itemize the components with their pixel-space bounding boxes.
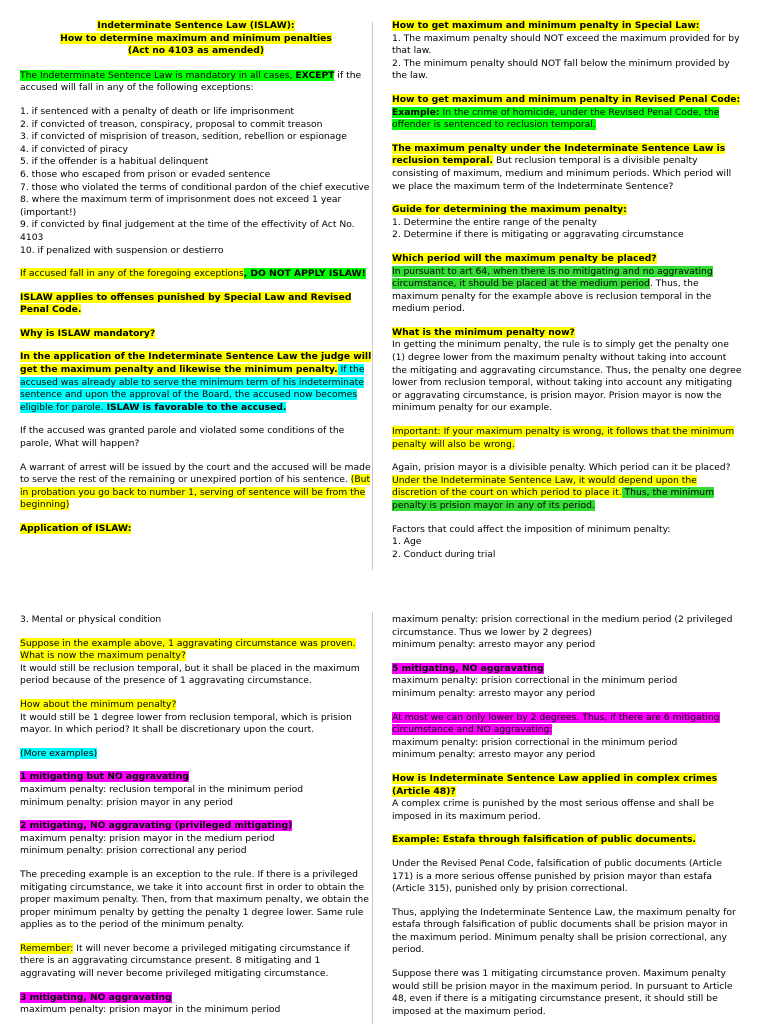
list-item: 2. if convicted of treason, conspiracy, proposal to commit treason	[20, 118, 323, 130]
remember-paragraph: Remember: It will never become a privileged mitigating circumstance if there is an aggravating circumstance present. 8 mitigating and 1 aggravating will never become privileged mitigating circumstance.	[20, 942, 350, 980]
application-heading: Application of ISLAW:	[20, 523, 132, 534]
again-paragraph: Again, prision mayor is a divisible penalty. Which period can it be placed? Under the Indeterminate Sentence Law, it would depend upon the discretion of the court on which period to place it. Thus, the minimum penalty is prision mayor in any of its period.	[392, 462, 731, 511]
list-item: 8. where the maximum term of imprisonment does not exceed 1 year (important!)	[20, 194, 342, 218]
example-1: 1 mitigating but NO aggravating maximum penalty: reclusion temporal in the minimum period minimum penalty: prision mayor in any period	[20, 771, 304, 808]
example-6: At most we can only lower by 2 degrees. Thus, if there are 6 mitigating circumstance and NO aggravating: maximum penalty: prision correctional in the minimum period minimum penalty: arresto mayor any period	[392, 711, 720, 761]
howmin-section: How about the minimum penalty? It would still be 1 degree lower from reclusion temporal, which is prision mayor. In which period? It shall be discretionary upon the court.	[20, 698, 352, 736]
complex-section: How is Indeterminate Sentence Law applied in complex crimes (Article 48)? A complex crime is punished by the most serious offense and shall be imposed in its maximum period.	[392, 772, 718, 822]
list-item: 9. if convicted by final judgement at the time of the effectivity of Act No. 4103	[20, 219, 355, 243]
parole-question: If the accused was granted parole and violated some conditions of the parole, What will happen?	[20, 425, 345, 450]
column-divider	[372, 22, 373, 570]
list-item: 7. those who violated the terms of conditional pardon of the chief executive	[20, 181, 370, 193]
more-examples: (More examples)	[20, 747, 98, 759]
under-rpc-paragraph: Under the Revised Penal Code, falsification of public documents (Article 171) is a more serious offense punished by prision mayor than estafa (Article 315), punished only by prision correctional.	[392, 857, 722, 895]
column-divider	[372, 612, 373, 1024]
min-section: What is the minimum penalty now? In getting the minimum penalty, the rule is to simply get the penalty one (1) degree lower from the maximum penalty without taking into account the mitigating and aggravating circumstance. Thus, the penalty one degree lower from reclusion temporal, without taking into account any mitigating or aggravating circumstance, is prision mayor. Prision mayor is now the minimum penalty for our example.	[392, 326, 742, 414]
why-heading: Why is ISLAW mandatory?	[20, 327, 156, 339]
document-title	[20, 20, 372, 58]
factors-heading: Factors that could affect the imposition of minimum penalty:	[392, 523, 671, 535]
complex-heading: How is Indeterminate Sentence Law applied in complex crimes (Article 48)?	[392, 772, 718, 797]
intro-paragraph: The Indeterminate Sentence Law is mandatory in all cases, EXCEPT if the accused will fall in any of the following exceptions:	[20, 69, 362, 94]
warrant-paragraph: A warrant of arrest will be issued by the court and the accused will be made to serve the rest of the remaining or unexpired portion of his sentence. (But in probation you go back to number 1, serving of sentence will be from the beginning)	[20, 461, 371, 511]
list-item: 10. if penalized with suspension or destierro	[20, 244, 224, 256]
guide-heading: Guide for determining the maximum penalty:	[392, 204, 627, 216]
list-item: 1. if sentenced with a penalty of death or life imprisonment	[20, 105, 294, 117]
special-law-heading: How to get maximum and minimum penalty in Special Law:	[392, 20, 700, 31]
suppose-mitigating-paragraph: Suppose there was 1 mitigating circumstance proven. Maximum penalty would still be prision mayor in the maximum period. In pursuant to Article 48, even if there is a mitigating circumstance present, it should still be imposed at the maximum period.	[392, 968, 733, 1017]
example-2: 2 mitigating, NO aggravating (privileged mitigating) maximum penalty: prision mayor in the medium period minimum penalty: prision correctional any period	[20, 820, 293, 857]
thus-paragraph: Thus, applying the Indeterminate Sentence Law, the maximum penalty for estafa through falsification of public documents shall be prision mayor in the maximum period. Minimum penalty shall be prision correctional, any period.	[392, 906, 736, 956]
applies-heading: ISLAW applies to offenses punished by Special Law and Revised Penal Code.	[20, 291, 352, 316]
period-heading: Which period will the maximum penalty be placed?	[392, 252, 657, 264]
factor-3: 3. Mental or physical condition	[20, 614, 162, 625]
page-2	[384, 0, 768, 590]
title-line-1: Indeterminate Sentence Law (ISLAW):	[97, 20, 295, 31]
special-law-section: How to get maximum and minimum penalty in Special Law: 1. The maximum penalty should NOT exceed the maximum provided for by that law. 2. The minimum penalty should NOT fall below the minimum provided by the law.	[392, 20, 740, 82]
example-3: 3 mitigating, NO aggravating maximum penalty: prision mayor in the minimum period	[20, 991, 281, 1016]
suppose-section: Suppose in the example above, 1 aggravating circumstance was proven. What is now the maximum penalty? It would still be reclusion temporal, but it shall be placed in the maximum period because of the presence of 1 aggravating circumstance.	[20, 637, 360, 687]
list-item: 4. if convicted of piracy	[20, 143, 128, 155]
important-note: Important: If your maximum penalty is wrong, it follows that the minimum penalty will also be wrong.	[392, 426, 735, 450]
period-section: Which period will the maximum penalty be placed? In pursuant to art 64, when there is no mitigating and no aggravating circumstance, it should be placed at the medium period. Thus, the maximum penalty for the example above is reclusion temporal in the medium period.	[392, 252, 713, 315]
list-item: 6. those who escaped from prison or evaded sentence	[20, 168, 271, 180]
guide-section: Guide for determining the maximum penalty: 1. Determine the entire range of the penalty 2. Determine if there is mitigating or aggravating circumstance	[392, 204, 684, 241]
max-penalty-paragraph: The maximum penalty under the Indeterminate Sentence Law is reclusion temporal. But reclusion temporal is a divisible penalty consisting of maximum, medium and minimum periods. Which period will we place the maximum term of the Indeterminate Sentence?	[392, 142, 732, 192]
example-4-continued: maximum penalty: prision correctional in the medium period (2 privileged circumstance. Thus we lower by 2 degrees) minimum penalty: arresto mayor any period	[392, 614, 733, 651]
except-label: EXCEPT	[295, 69, 335, 81]
rpc-section: How to get maximum and minimum penalty in Revised Penal Code: Example: In the crime of homicide, under the Revised Penal Code, the offender is sentenced to reclusion temporal.	[392, 93, 741, 131]
factors-section: Factors that could affect the imposition of minimum penalty: 1. Age 2. Conduct during trial	[392, 523, 671, 560]
rpc-heading: How to get maximum and minimum penalty in Revised Penal Code:	[392, 93, 741, 105]
application-paragraph: In the application of the Indeterminate Sentence Law the judge will get the maximum penalty and likewise the minimum penalty. If the accused was already able to serve the minimum term of his indeterminate sentence and upon the approval of the Board, the accused now becomes eligible for parole. ISLAW is favorable to the accused.	[20, 351, 372, 413]
page-1	[0, 0, 384, 590]
list-item: 3. if convicted of misprision of treason, sedition, rebellion or espionage	[20, 131, 347, 143]
list-item: 5. if the offender is a habitual delinquent	[20, 156, 209, 168]
exceptions-list	[20, 106, 372, 257]
estafa-heading: Example: Estafa through falsification of public documents.	[392, 834, 696, 846]
min-heading: What is the minimum penalty now?	[392, 326, 575, 338]
title-line-3: (Act no 4103 as amended)	[127, 45, 265, 57]
example-5: 5 mitigating, NO aggravating maximum penalty: prision correctional in the minimum period minimum penalty: arresto mayor any period	[392, 662, 678, 699]
preceding-paragraph: The preceding example is an exception to the rule. If there is a privileged mitigating circumstance, we take it into account first in order to obtain the proper maximum penalty. Then, from that maximum penalty, we obtain the proper minimum penalty by getting the penalty 1 degree lower. Same rule applies as to the period of the minimum penalty.	[20, 868, 369, 931]
title-line-2: How to determine maximum and minimum penalties	[60, 32, 332, 44]
page-4	[384, 590, 768, 1024]
exceptions-warning: If accused fall in any of the foregoing exceptions, DO NOT APPLY ISLAW!	[20, 268, 366, 280]
page-3	[0, 590, 384, 1024]
